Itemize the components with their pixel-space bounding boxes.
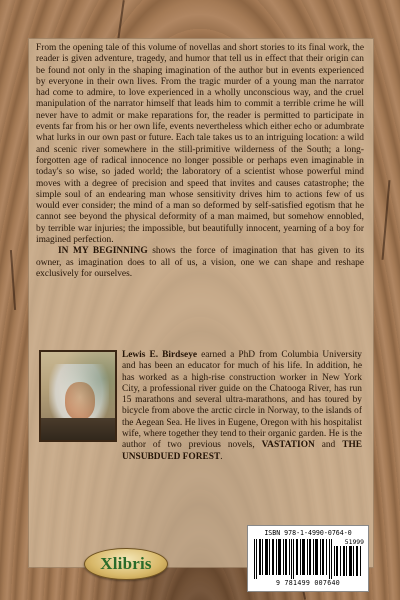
author-bio-conjunction: and: [314, 440, 343, 451]
author-name: Lewis E. Birdseye: [122, 350, 198, 360]
author-photo: [39, 350, 117, 442]
book-title-reference: IN MY BEGINNING: [58, 246, 148, 257]
author-bio: [122, 350, 362, 463]
blurb-paragraph-2: [36, 246, 364, 280]
barcode-bars: [254, 539, 332, 579]
publisher-logo-text: Xlibris: [100, 554, 152, 573]
isbn-number: ISBN 978-1-4990-0764-0: [264, 529, 352, 537]
previous-novel-1: VASTATION: [261, 440, 315, 451]
author-bio-end: .: [220, 451, 223, 462]
author-bio-text: earned a PhD from Columbia University and has been an educator for much of his life. In addition, he has worked as a high-rise construction worker in New York City, a professional river guide on the Chatooga River, has run 15 marathons and several ultra-marathons, and has toured by bicycle from above the arctic circle in Norway, to the islands of the Aegean Sea. He lives in Eugene, Oregon with his hospitalist wife, where together they tend to their organic garden. He is the author of two previous novels,: [122, 350, 362, 451]
price-code: 51999: [344, 538, 364, 546]
publisher-logo: [84, 548, 168, 580]
blurb-paragraph-1: From the opening tale of this volume of novellas and short stories to its final work, the reader is given adventure, tragedy, and humor that tell us in effect that their origin can be found not only in the shaping imagination of the author but in events experienced by everyone in their own lives. From the tragic murder of a young man the narrator had come to admire, to love experienced in a wholly unconscious way, and the cruel manipulation of the narrator himself that leads him to commit a terrible crime he will never have to admit or make reparations for, the reader is permitted to participate in events far from his or her own life, events nevertheless which either echo or adumbrate what lurks in our own past or future. Each tale takes us to an intriguing location: a wild and scenic river somewhere in the still-primitive wilderness of the South; a long-forgotten age of radical innocence no longer possible or perhaps even imaginable in today's so wise, so jaded world; the laboratory of a scientist whose powerful mind moves with a degree of precision and speed that invites and causes catastrophe; the simple soul of an endearing man whose sensitivity drives him to actions few of us would ever consider; the mind of a man so deformed by self-satisfied egotism that he cannot see beyond the physical deformity of a man maimed, but somehow ennobled, by terrible war injuries; the impossible, but beautifully innocent, yearning of a boy for imagined perfection.: [36, 43, 364, 246]
isbn-barcode: [247, 525, 369, 592]
barcode-digits: 9 781499 007640: [275, 579, 341, 587]
wood-crack: [10, 250, 16, 310]
blurb-text: [36, 43, 364, 280]
wood-crack: [117, 0, 125, 40]
price-barcode-bars: [334, 546, 362, 576]
blurb-paragraph-2-text: shows the force of imagination that has given to its owner, as imagination does to all of us, a vision, one we can shape and reshape exclusively for ourselves.: [36, 246, 364, 279]
wood-crack: [382, 180, 391, 260]
previous-novel-2: THE UNSUBDUED FOREST: [122, 440, 362, 462]
photo-background-foliage: [41, 352, 115, 440]
